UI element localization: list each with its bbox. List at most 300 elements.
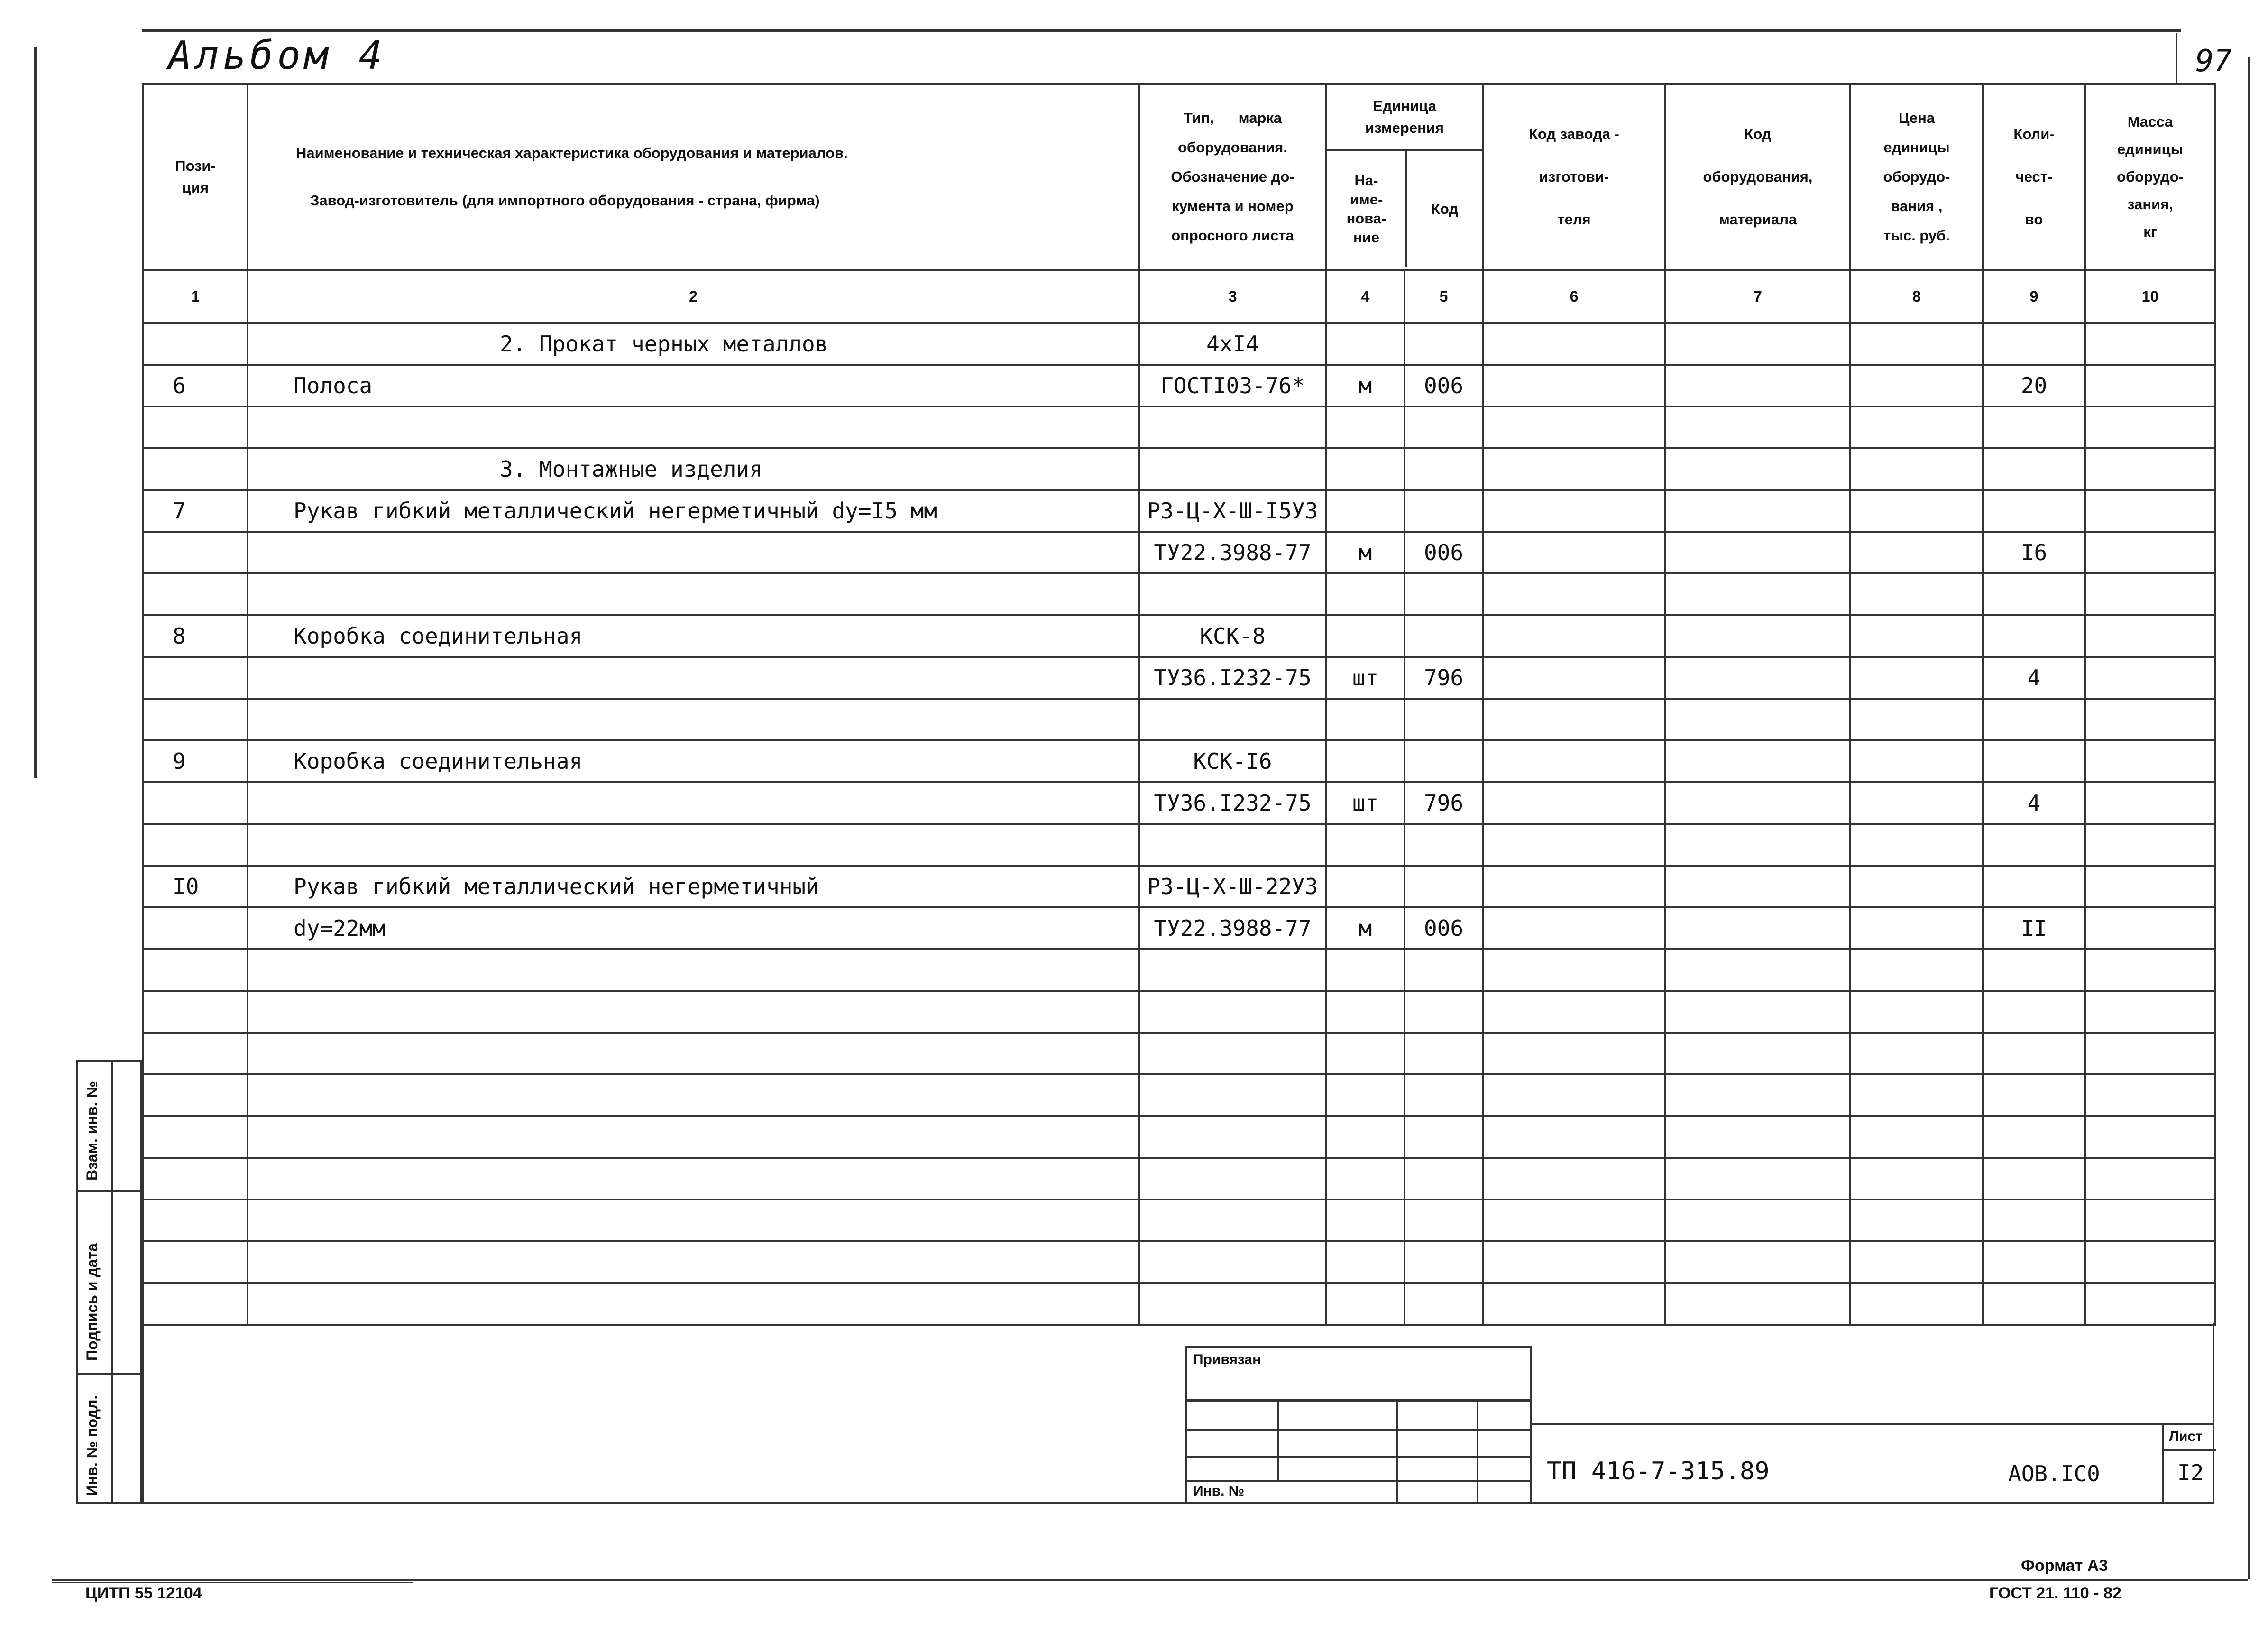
cell-type: Р3-Ц-Х-Ш-I5У3 bbox=[1139, 490, 1326, 532]
cell-empty bbox=[1483, 1200, 1665, 1241]
cell-type bbox=[1139, 1033, 1326, 1074]
cell-pos: I0 bbox=[143, 866, 248, 907]
cell-pos bbox=[143, 1200, 248, 1241]
col-num: 5 bbox=[1405, 270, 1483, 323]
cell-type: ТУ36.I232-75 bbox=[1139, 657, 1326, 699]
cell-empty bbox=[1483, 866, 1665, 907]
cell-empty bbox=[1850, 1033, 1983, 1074]
cell-name bbox=[248, 699, 1139, 740]
cell-empty bbox=[1483, 740, 1665, 782]
cell-unit: шт bbox=[1326, 782, 1405, 824]
col-num: 6 bbox=[1483, 270, 1665, 323]
cell-pos bbox=[143, 782, 248, 824]
cell-qty bbox=[1983, 866, 2085, 907]
cell-unit: шт bbox=[1326, 657, 1405, 699]
table-row bbox=[143, 1033, 2215, 1074]
cell-qty: 20 bbox=[1983, 365, 2085, 406]
cell-pos: 9 bbox=[143, 740, 248, 782]
cell-code bbox=[1405, 949, 1483, 991]
cell-type: КСК-8 bbox=[1139, 615, 1326, 657]
cell-code bbox=[1405, 448, 1483, 490]
cell-empty bbox=[1665, 1074, 1850, 1116]
cell-code: 796 bbox=[1405, 782, 1483, 824]
cell-empty bbox=[1665, 323, 1850, 365]
table-row bbox=[143, 699, 2215, 740]
cell-name bbox=[248, 824, 1139, 866]
cell-unit bbox=[1326, 1158, 1405, 1200]
col-num: 10 bbox=[2085, 270, 2215, 323]
col-header-1: Пози- ция bbox=[143, 84, 248, 270]
cell-unit bbox=[1326, 824, 1405, 866]
cell-type: ГОСТI03-76* bbox=[1139, 365, 1326, 406]
cell-qty bbox=[1983, 699, 2085, 740]
cell-name bbox=[248, 991, 1139, 1033]
table-row bbox=[143, 782, 2215, 824]
cell-qty bbox=[1983, 448, 2085, 490]
cell-code bbox=[1405, 1158, 1483, 1200]
sheet-label: Лист bbox=[2169, 1429, 2203, 1444]
specification-table bbox=[142, 83, 2216, 1326]
cell-empty bbox=[1665, 448, 1850, 490]
cell-pos bbox=[143, 1033, 248, 1074]
album-label: Альбом 4 bbox=[168, 33, 386, 78]
cell-empty bbox=[1850, 1241, 1983, 1283]
col-num: 2 bbox=[248, 270, 1139, 323]
cell-empty bbox=[1850, 1283, 1983, 1325]
cell-empty bbox=[1483, 699, 1665, 740]
cell-type bbox=[1139, 949, 1326, 991]
cell-pos bbox=[143, 323, 248, 365]
cell-empty bbox=[2085, 824, 2215, 866]
page-number: 97 bbox=[2195, 44, 2232, 79]
cell-name: Рукав гибкий металлический негерметичный bbox=[248, 866, 1139, 907]
table-row bbox=[143, 365, 2215, 406]
col-header-6: Код завода - изготови- теля bbox=[1483, 84, 1665, 270]
cell-unit bbox=[1326, 490, 1405, 532]
col-num: 1 bbox=[143, 270, 248, 323]
cell-empty bbox=[2085, 1116, 2215, 1158]
cell-empty bbox=[1483, 490, 1665, 532]
cell-empty bbox=[1483, 365, 1665, 406]
cell-empty bbox=[1850, 824, 1983, 866]
cell-empty bbox=[1483, 949, 1665, 991]
cell-pos: 7 bbox=[143, 490, 248, 532]
cell-empty bbox=[2085, 1158, 2215, 1200]
table-row bbox=[143, 991, 2215, 1033]
cell-empty bbox=[1850, 866, 1983, 907]
cell-unit bbox=[1326, 615, 1405, 657]
cell-type bbox=[1139, 1283, 1326, 1325]
cell-code bbox=[1405, 615, 1483, 657]
cell-name bbox=[248, 406, 1139, 448]
cell-code: 006 bbox=[1405, 532, 1483, 573]
cell-empty bbox=[1483, 824, 1665, 866]
corner-mark bbox=[2176, 33, 2177, 85]
cell-empty bbox=[1483, 532, 1665, 573]
cell-empty bbox=[1665, 615, 1850, 657]
cell-empty bbox=[1665, 490, 1850, 532]
cell-type bbox=[1139, 573, 1326, 615]
cell-qty bbox=[1983, 740, 2085, 782]
cell-name bbox=[248, 1283, 1139, 1325]
cell-empty bbox=[1850, 532, 1983, 573]
table-row bbox=[143, 1241, 2215, 1283]
table-row bbox=[143, 1158, 2215, 1200]
cell-type bbox=[1139, 448, 1326, 490]
footer-format: Формат А3 bbox=[2021, 1557, 2108, 1575]
cell-code bbox=[1405, 1074, 1483, 1116]
cell-qty bbox=[1983, 991, 2085, 1033]
cell-pos bbox=[143, 991, 248, 1033]
cell-type bbox=[1139, 1074, 1326, 1116]
cell-name: 2. Прокат черных металлов bbox=[248, 323, 1139, 365]
cell-name bbox=[248, 1200, 1139, 1241]
cell-pos bbox=[143, 1116, 248, 1158]
cell-code bbox=[1405, 490, 1483, 532]
cell-empty bbox=[1483, 907, 1665, 949]
cell-qty bbox=[1983, 1283, 2085, 1325]
cell-unit bbox=[1326, 1200, 1405, 1241]
cell-empty bbox=[1850, 615, 1983, 657]
table-row bbox=[143, 532, 2215, 573]
cell-name: Полоса bbox=[248, 365, 1139, 406]
cell-empty bbox=[1665, 573, 1850, 615]
sheet-number: I2 bbox=[2177, 1460, 2204, 1486]
side-stamp-podpis: Подпись и дата bbox=[83, 1243, 101, 1361]
cell-empty bbox=[1483, 573, 1665, 615]
cell-empty bbox=[1483, 1241, 1665, 1283]
cell-empty bbox=[2085, 907, 2215, 949]
table-row bbox=[143, 949, 2215, 991]
cell-unit bbox=[1326, 699, 1405, 740]
cell-empty bbox=[1665, 657, 1850, 699]
cell-name bbox=[248, 532, 1139, 573]
cell-unit bbox=[1326, 1116, 1405, 1158]
cell-empty bbox=[1850, 1158, 1983, 1200]
cell-code bbox=[1405, 1200, 1483, 1241]
cell-empty bbox=[1483, 406, 1665, 448]
cell-empty bbox=[1483, 1116, 1665, 1158]
cell-type: ТУ22.3988-77 bbox=[1139, 532, 1326, 573]
cell-name bbox=[248, 1074, 1139, 1116]
cell-unit bbox=[1326, 1241, 1405, 1283]
cell-type: Р3-Ц-Х-Ш-22У3 bbox=[1139, 866, 1326, 907]
cell-qty bbox=[1983, 615, 2085, 657]
cell-qty: I6 bbox=[1983, 532, 2085, 573]
cell-code bbox=[1405, 573, 1483, 615]
cell-type: ТУ22.3988-77 bbox=[1139, 907, 1326, 949]
cell-empty bbox=[1483, 323, 1665, 365]
footer-left-line bbox=[52, 1582, 413, 1583]
cell-empty bbox=[1665, 782, 1850, 824]
table-row bbox=[143, 824, 2215, 866]
cell-qty bbox=[1983, 1116, 2085, 1158]
cell-empty bbox=[1665, 365, 1850, 406]
cell-empty bbox=[2085, 615, 2215, 657]
table-row bbox=[143, 323, 2215, 365]
cell-unit bbox=[1326, 573, 1405, 615]
cell-pos: 8 bbox=[143, 615, 248, 657]
cell-qty bbox=[1983, 1074, 2085, 1116]
cell-empty bbox=[1483, 1033, 1665, 1074]
cell-empty bbox=[1665, 406, 1850, 448]
table-row bbox=[143, 866, 2215, 907]
col-header-4: На- име- нова- ние bbox=[1327, 151, 1407, 267]
cell-empty bbox=[2085, 782, 2215, 824]
cell-empty bbox=[2085, 365, 2215, 406]
col-header-5: Код bbox=[1431, 201, 1459, 217]
table-row bbox=[143, 1116, 2215, 1158]
col-num: 3 bbox=[1139, 270, 1326, 323]
cell-qty: II bbox=[1983, 907, 2085, 949]
cell-name bbox=[248, 782, 1139, 824]
cell-type: КСК-I6 bbox=[1139, 740, 1326, 782]
cell-name bbox=[248, 657, 1139, 699]
cell-pos bbox=[143, 532, 248, 573]
header-row bbox=[143, 84, 2215, 270]
cell-qty bbox=[1983, 323, 2085, 365]
table-row bbox=[143, 657, 2215, 699]
cell-empty bbox=[1665, 991, 1850, 1033]
cell-empty bbox=[1850, 573, 1983, 615]
cell-qty bbox=[1983, 490, 2085, 532]
cell-empty bbox=[1665, 1033, 1850, 1074]
cell-unit bbox=[1326, 1033, 1405, 1074]
cell-code bbox=[1405, 1116, 1483, 1158]
cell-empty bbox=[1665, 1241, 1850, 1283]
cell-empty bbox=[2085, 949, 2215, 991]
cell-type bbox=[1139, 991, 1326, 1033]
cell-empty bbox=[2085, 406, 2215, 448]
cell-empty bbox=[1483, 991, 1665, 1033]
cell-pos bbox=[143, 1158, 248, 1200]
table-row bbox=[143, 1200, 2215, 1241]
cell-code bbox=[1405, 1033, 1483, 1074]
cell-empty bbox=[2085, 657, 2215, 699]
cell-name: dу=22мм bbox=[248, 907, 1139, 949]
col-num: 4 bbox=[1326, 270, 1405, 323]
right-border-line bbox=[2248, 57, 2250, 1579]
cell-name bbox=[248, 1116, 1139, 1158]
cell-code bbox=[1405, 699, 1483, 740]
cell-code bbox=[1405, 991, 1483, 1033]
privyazan-label: Привязан bbox=[1193, 1352, 1261, 1367]
cell-qty: 4 bbox=[1983, 782, 2085, 824]
cell-type bbox=[1139, 1116, 1326, 1158]
cell-empty bbox=[1665, 866, 1850, 907]
cell-name bbox=[248, 573, 1139, 615]
cell-unit: м bbox=[1326, 907, 1405, 949]
side-stamp-inv-podl: Инв. № подл. bbox=[83, 1395, 101, 1496]
cell-type: ТУ36.I232-75 bbox=[1139, 782, 1326, 824]
cell-empty bbox=[1483, 657, 1665, 699]
cell-code bbox=[1405, 323, 1483, 365]
bottom-border-line bbox=[52, 1579, 2248, 1581]
cell-type bbox=[1139, 699, 1326, 740]
top-border-line bbox=[142, 29, 2181, 32]
cell-empty bbox=[1665, 699, 1850, 740]
cell-unit bbox=[1326, 949, 1405, 991]
cell-unit bbox=[1326, 1074, 1405, 1116]
cell-empty bbox=[1483, 1283, 1665, 1325]
cell-code bbox=[1405, 406, 1483, 448]
cell-qty: 4 bbox=[1983, 657, 2085, 699]
cell-empty bbox=[1483, 782, 1665, 824]
col-num: 7 bbox=[1665, 270, 1850, 323]
cell-pos bbox=[143, 1283, 248, 1325]
cell-pos bbox=[143, 699, 248, 740]
cell-code bbox=[1405, 740, 1483, 782]
side-stamp bbox=[76, 1060, 142, 1504]
cell-code: 006 bbox=[1405, 365, 1483, 406]
cell-empty bbox=[2085, 573, 2215, 615]
inv-no-label: Инв. № bbox=[1193, 1483, 1245, 1499]
cell-name bbox=[248, 1033, 1139, 1074]
cell-empty bbox=[1850, 782, 1983, 824]
cell-empty bbox=[1665, 907, 1850, 949]
cell-empty bbox=[1850, 657, 1983, 699]
cell-type bbox=[1139, 824, 1326, 866]
cell-name: Коробка соединительная bbox=[248, 615, 1139, 657]
cell-type bbox=[1139, 1241, 1326, 1283]
cell-empty bbox=[1850, 1074, 1983, 1116]
cell-qty bbox=[1983, 1158, 2085, 1200]
cell-unit bbox=[1326, 866, 1405, 907]
cell-empty bbox=[1483, 1074, 1665, 1116]
column-number-row bbox=[143, 270, 2215, 323]
left-margin-line bbox=[34, 47, 37, 778]
cell-empty bbox=[1850, 323, 1983, 365]
table-row bbox=[143, 740, 2215, 782]
cell-empty bbox=[1850, 365, 1983, 406]
col-header-unit-group: Единица измерения На- име- нова- ние Код bbox=[1326, 84, 1483, 270]
cell-pos bbox=[143, 448, 248, 490]
cell-qty bbox=[1983, 824, 2085, 866]
cell-type: 4хI4 bbox=[1139, 323, 1326, 365]
table-row bbox=[143, 406, 2215, 448]
table-row bbox=[143, 907, 2215, 949]
cell-empty bbox=[1665, 740, 1850, 782]
cell-unit bbox=[1326, 448, 1405, 490]
table-row bbox=[143, 1074, 2215, 1116]
cell-pos: 6 bbox=[143, 365, 248, 406]
cell-pos bbox=[143, 657, 248, 699]
cell-empty bbox=[1850, 448, 1983, 490]
cell-qty bbox=[1983, 949, 2085, 991]
table-row bbox=[143, 615, 2215, 657]
cell-pos bbox=[143, 907, 248, 949]
cell-empty bbox=[2085, 490, 2215, 532]
col-header-10: Масса единицы оборудо- зания, кг bbox=[2085, 84, 2215, 270]
cell-unit bbox=[1326, 1283, 1405, 1325]
privyazan-block bbox=[1185, 1346, 1532, 1504]
cell-empty bbox=[1850, 1200, 1983, 1241]
cell-qty bbox=[1983, 1241, 2085, 1283]
cell-empty bbox=[1665, 1116, 1850, 1158]
cell-name: Коробка соединительная bbox=[248, 740, 1139, 782]
cell-empty bbox=[1665, 824, 1850, 866]
cell-empty bbox=[1850, 991, 1983, 1033]
cell-code bbox=[1405, 824, 1483, 866]
col-header-7: Код оборудования, материала bbox=[1665, 84, 1850, 270]
cell-empty bbox=[1850, 406, 1983, 448]
cell-code: 796 bbox=[1405, 657, 1483, 699]
cell-empty bbox=[2085, 323, 2215, 365]
cell-empty bbox=[2085, 1033, 2215, 1074]
cell-empty bbox=[2085, 1241, 2215, 1283]
cell-empty bbox=[2085, 1200, 2215, 1241]
document-code: АОВ.IС0 bbox=[2008, 1461, 2100, 1487]
cell-empty bbox=[2085, 448, 2215, 490]
cell-name: 3. Монтажные изделия bbox=[248, 448, 1139, 490]
cell-empty bbox=[1665, 532, 1850, 573]
table-row bbox=[143, 448, 2215, 490]
col-num: 9 bbox=[1983, 270, 2085, 323]
cell-unit: м bbox=[1326, 365, 1405, 406]
cell-empty bbox=[1850, 907, 1983, 949]
cell-name: Рукав гибкий металлический негерметичный dу=I5 мм bbox=[248, 490, 1139, 532]
cell-code bbox=[1405, 866, 1483, 907]
title-block-frame bbox=[142, 1323, 2214, 1504]
cell-empty bbox=[1850, 1116, 1983, 1158]
cell-empty bbox=[1850, 699, 1983, 740]
cell-empty bbox=[2085, 699, 2215, 740]
col-header-2: Наименование и техническая характеристика оборудования и материалов. Завод-изготовитель (для импортного оборудования - страна, фирма) bbox=[248, 84, 1139, 270]
col-num: 8 bbox=[1850, 270, 1983, 323]
cell-code bbox=[1405, 1241, 1483, 1283]
cell-unit bbox=[1326, 323, 1405, 365]
cell-empty bbox=[2085, 740, 2215, 782]
cell-name bbox=[248, 1241, 1139, 1283]
cell-unit bbox=[1326, 406, 1405, 448]
side-stamp-vzam: Взам. инв. № bbox=[83, 1081, 101, 1181]
cell-code bbox=[1405, 1283, 1483, 1325]
cell-empty bbox=[1483, 448, 1665, 490]
cell-empty bbox=[2085, 991, 2215, 1033]
cell-unit bbox=[1326, 991, 1405, 1033]
cell-empty bbox=[2085, 1283, 2215, 1325]
cell-type bbox=[1139, 1158, 1326, 1200]
cell-qty bbox=[1983, 1200, 2085, 1241]
col-header-3: Тип, марка оборудования. Обозначение до- кумента и номер опросного листа bbox=[1139, 84, 1326, 270]
table-row bbox=[143, 573, 2215, 615]
cell-empty bbox=[2085, 866, 2215, 907]
footer-left: ЦИТП 55 12104 bbox=[85, 1584, 202, 1602]
col-header-8: Цена единицы оборудо- вания , тыс. руб. bbox=[1850, 84, 1983, 270]
cell-pos bbox=[143, 949, 248, 991]
cell-unit bbox=[1326, 740, 1405, 782]
cell-empty bbox=[1850, 740, 1983, 782]
cell-pos bbox=[143, 1074, 248, 1116]
cell-empty bbox=[1483, 615, 1665, 657]
cell-empty bbox=[1665, 949, 1850, 991]
cell-empty bbox=[1665, 1283, 1850, 1325]
cell-empty bbox=[1850, 949, 1983, 991]
cell-name bbox=[248, 1158, 1139, 1200]
cell-unit: м bbox=[1326, 532, 1405, 573]
footer-gost: ГОСТ 21. 110 - 82 bbox=[1989, 1584, 2121, 1602]
cell-type bbox=[1139, 1200, 1326, 1241]
cell-empty bbox=[1665, 1200, 1850, 1241]
cell-qty bbox=[1983, 1033, 2085, 1074]
table-row bbox=[143, 1283, 2215, 1325]
cell-empty bbox=[1665, 1158, 1850, 1200]
table-row bbox=[143, 490, 2215, 532]
document-designation: ТП 416-7-315.89 bbox=[1547, 1457, 1770, 1486]
cell-pos bbox=[143, 824, 248, 866]
cell-code: 006 bbox=[1405, 907, 1483, 949]
cell-pos bbox=[143, 1241, 248, 1283]
